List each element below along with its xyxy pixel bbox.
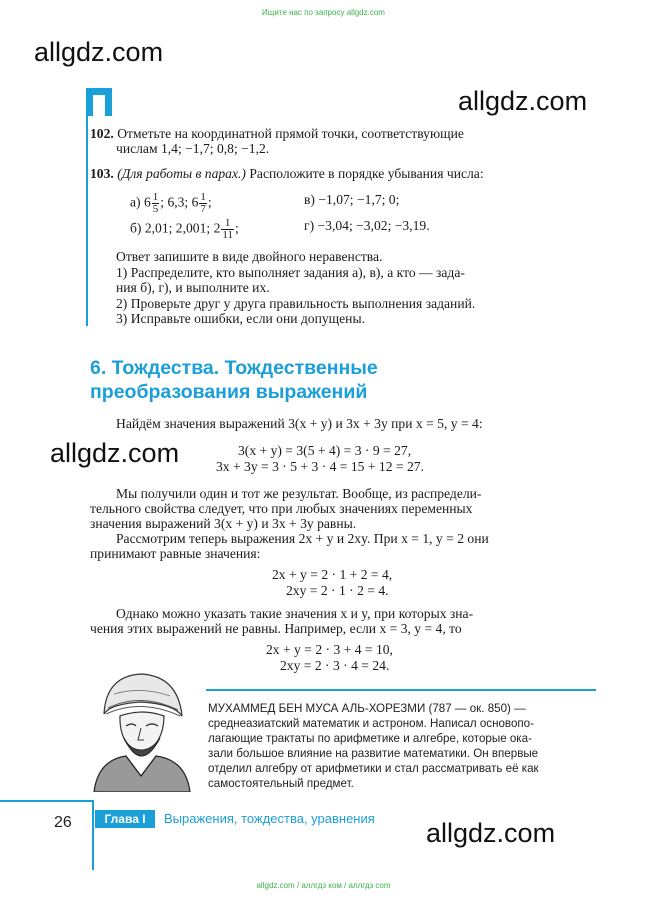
instruction-line: ния б), г), и выполните их. <box>116 280 270 295</box>
equation: 2xy = 2 · 1 · 2 = 4. <box>286 583 389 598</box>
equation: 2x + y = 2 · 1 + 2 = 4, <box>272 567 393 582</box>
paragraph: принимают равные значения: <box>90 546 261 561</box>
bio-text: отделил алгебру от арифметики и стал рассматривать её как <box>208 762 539 775</box>
paragraph: Мы получили один и тот же результат. Вообще, из распредели- <box>116 486 482 501</box>
problem-103-g: г) −3,04; −3,02; −3,19. <box>304 218 430 233</box>
chapter-title: Выражения, тождества, уравнения <box>164 811 375 826</box>
section-title-line2: преобразования выражений <box>90 381 368 403</box>
paragraph: Найдём значения выражений 3(x + y) и 3x + 3y при x = 5, y = 4: <box>116 416 483 431</box>
equation: 2x + y = 2 · 3 + 4 = 10, <box>266 642 393 657</box>
watermark-3: allgdz.com <box>50 438 180 468</box>
watermark-1: allgdz.com <box>34 37 164 67</box>
bio-text: среднеазиатский математик и астроном. Написал основопо- <box>208 717 534 730</box>
problem-102-line2: числам 1,4; −1,7; 0,8; −1,2. <box>116 141 270 156</box>
instruction-line: 2) Проверьте друг у друга правильность выполнения заданий. <box>116 296 476 311</box>
instruction-line: 1) Распределите, кто выполняет задания а), в), а кто — зада- <box>116 265 465 280</box>
equation: 3(x + y) = 3(5 + 4) = 3 · 9 = 27, <box>238 443 412 458</box>
paragraph: чения этих выражений не равны. Например, если x = 3, y = 4, то <box>90 621 462 636</box>
top-watermark: Ищите нас по запросу allgdz.com <box>262 8 385 17</box>
section-title: 6. Тождества. Тождественные <box>90 357 378 379</box>
bio-text: МУХАММЕД БЕН МУСА АЛЬ-ХОРЕЗМИ (787 — ок. 850) — <box>208 702 526 715</box>
footer-rule <box>0 800 92 802</box>
pair-work-icon <box>86 88 112 116</box>
instruction-line: 3) Исправьте ошибки, если они допущены. <box>116 311 365 326</box>
watermark-2: allgdz.com <box>458 86 588 116</box>
bio-rule <box>206 689 596 691</box>
problem-103-a: а) 6 $\frac{1}{5}$ ; 6,3; 6 $\frac{1}{7}$ ; <box>130 191 212 215</box>
problem-103: 103. (Для работы в парах.) Расположите в порядке убывания числа: <box>90 166 484 181</box>
equation: 2xy = 2 · 3 · 4 = 24. <box>280 658 390 673</box>
paragraph: тельного свойства следует, что при любых значениях переменных <box>90 501 473 516</box>
instruction-line: Ответ запишите в виде двойного неравенства. <box>116 249 383 264</box>
bio-text: самостоятельный предмет. <box>208 777 354 790</box>
footer-vertical-rule <box>92 800 94 870</box>
paragraph: значения выражений 3(x + y) и 3x + 3y равны. <box>90 516 357 531</box>
bio-text: лагающие трактаты по арифметике и алгебре, которые ока- <box>208 732 532 745</box>
chapter-badge: Глава I <box>95 810 155 828</box>
problem-103-b: б) 2,01; 2,001; 2 $\frac{1}{11}$ ; <box>130 217 239 241</box>
paragraph: Однако можно указать такие значения x и y, при которых зна- <box>116 606 474 621</box>
watermark-4: allgdz.com <box>426 818 556 848</box>
al-khwarizmi-portrait <box>86 664 196 792</box>
page-number: 26 <box>54 814 72 831</box>
paragraph: Рассмотрим теперь выражения 2x + y и 2xy. При x = 1, y = 2 они <box>116 531 489 546</box>
equation: 3x + 3y = 3 · 5 + 3 · 4 = 15 + 12 = 27. <box>216 459 424 474</box>
bottom-watermark: allgdz.com / аллгдз ком / аллгдз com <box>256 881 391 890</box>
problem-102: 102. Отметьте на координатной прямой точки, соответствующие <box>90 126 464 141</box>
problem-103-v: в) −1,07; −1,7; 0; <box>304 192 400 207</box>
section-rule <box>86 116 88 326</box>
bio-text: зали большое влияние на развитие математики. Он впервые <box>208 747 539 760</box>
